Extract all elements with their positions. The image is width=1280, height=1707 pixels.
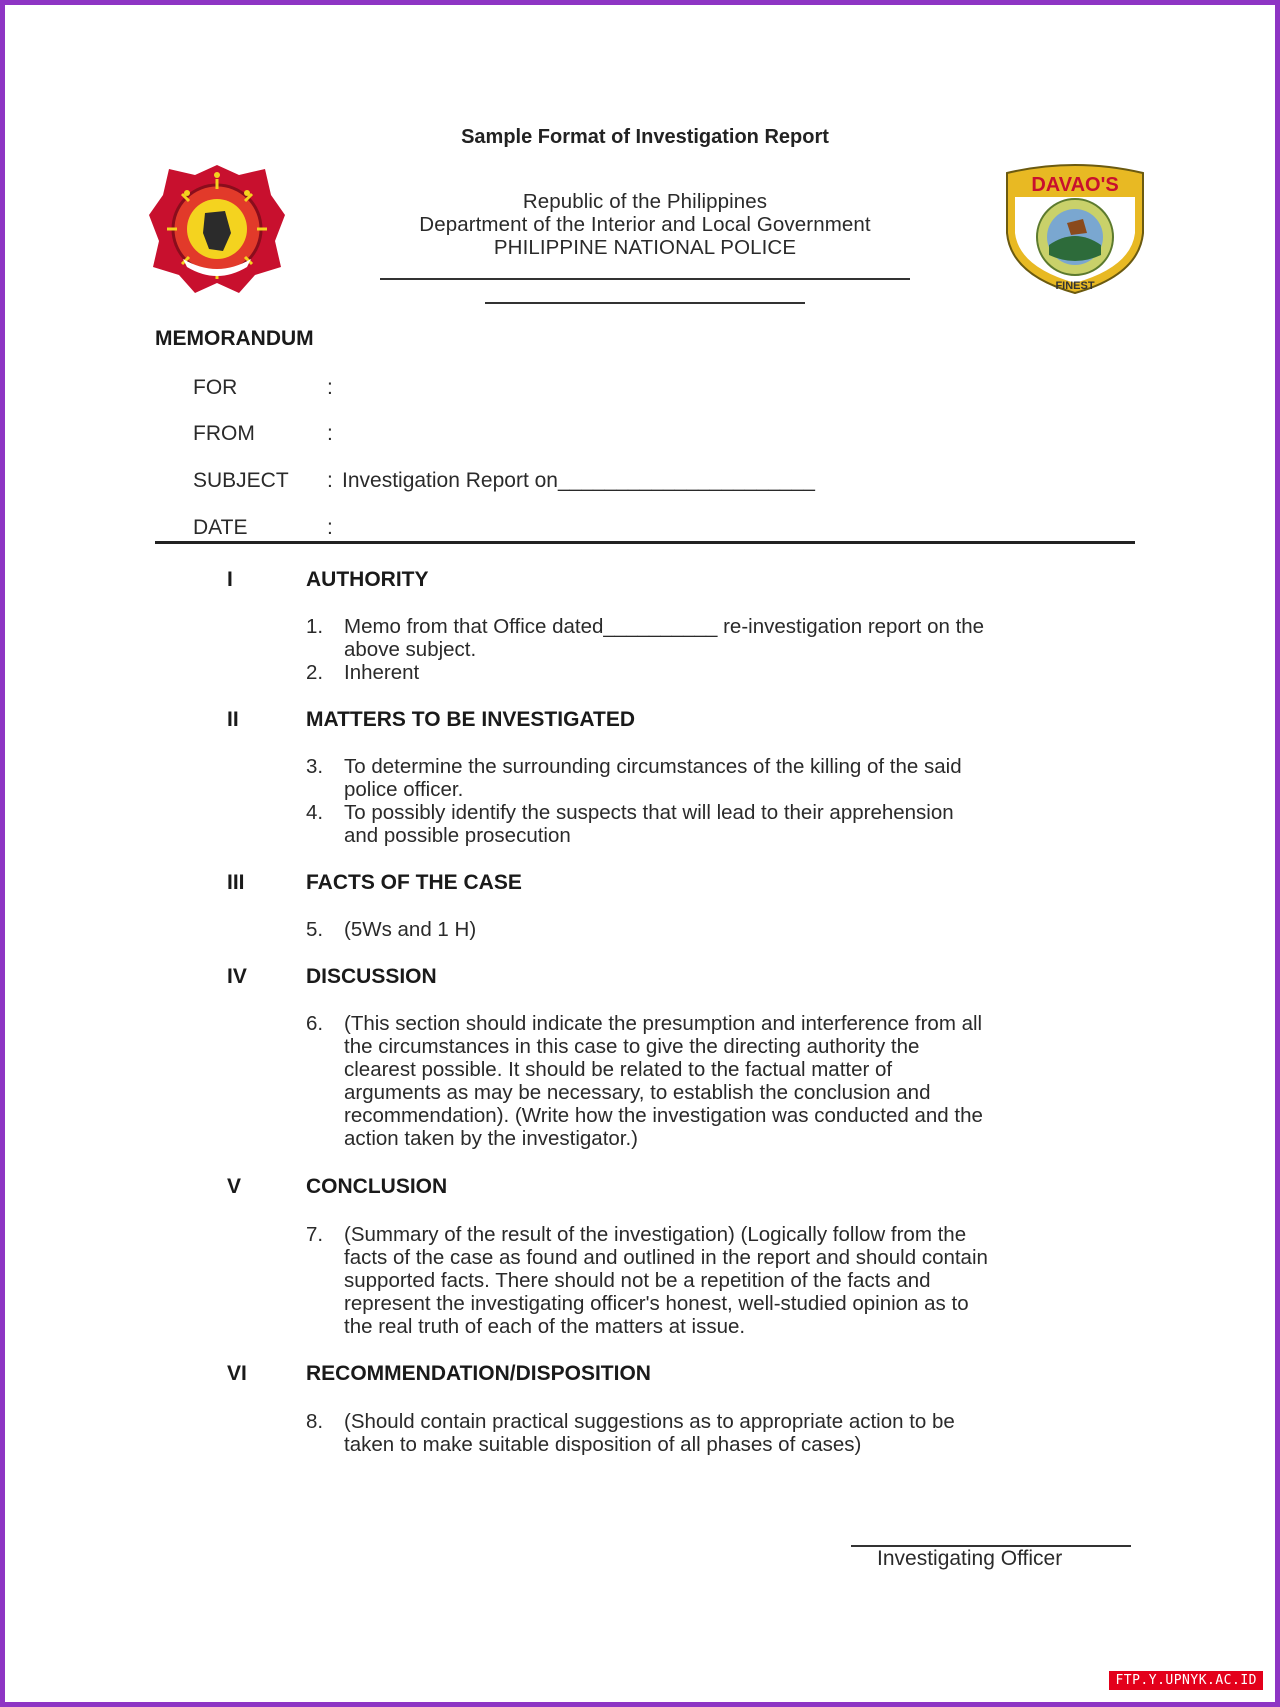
section-number: V: [227, 1175, 242, 1198]
item-number: 2.: [306, 661, 324, 684]
section-title-recommendation: RECOMMENDATION/DISPOSITION: [306, 1362, 651, 1385]
badge-bottom-text: FINEST: [1055, 280, 1095, 292]
item-number: 6.: [306, 1012, 324, 1035]
header-rule-short: [485, 302, 805, 304]
item-number: 1.: [306, 615, 324, 638]
item-number: 4.: [306, 801, 324, 824]
item-number: 5.: [306, 918, 324, 941]
item-number: 8.: [306, 1410, 324, 1433]
section-title-facts: FACTS OF THE CASE: [306, 871, 522, 894]
memo-field-date: DATE: [193, 516, 248, 539]
section-number: VI: [227, 1362, 247, 1385]
memo-colon: :: [327, 376, 333, 399]
item-text: To possibly identify the suspects that will lead to their apprehension and possible prosecution: [344, 801, 954, 847]
section-title-conclusion: CONCLUSION: [306, 1175, 448, 1198]
memo-colon: :: [327, 469, 333, 492]
item-text: To determine the surrounding circumstances of the killing of the said police officer.: [344, 755, 962, 801]
header-agency: PHILIPPINE NATIONAL POLICE: [493, 236, 797, 259]
memo-colon: :: [327, 516, 333, 539]
section-number: III: [227, 871, 245, 894]
badge-top-text: DAVAO'S: [1031, 174, 1119, 196]
signature-label: Investigating Officer: [877, 1547, 1063, 1570]
memo-subject-value: Investigation Report on______________________: [342, 469, 815, 492]
item-text: (Summary of the result of the investigation) (Logically follow from the facts of the case as found and outlined in the report and should contain supported facts. There should not be a repetition of the facts and represent the investigating officer's honest, well-studied opinion as to the real truth of each of the matters at issue.: [344, 1223, 988, 1338]
memo-colon: :: [327, 422, 333, 445]
item-number: 7.: [306, 1223, 324, 1246]
section-number: I: [227, 568, 233, 591]
item-text: (5Ws and 1 H): [344, 918, 477, 941]
item-text: (Should contain practical suggestions as to appropriate action to be taken to make suitable disposition of all phases of cases): [344, 1410, 955, 1456]
memo-field-subject: SUBJECT: [193, 469, 289, 492]
memorandum-heading: MEMORANDUM: [155, 327, 314, 350]
watermark-badge: FTP.Y.UPNYK.AC.ID: [1109, 1671, 1263, 1690]
document-title: Sample Format of Investigation Report: [461, 126, 829, 148]
header-rule-long: [380, 278, 910, 280]
section-title-matters: MATTERS TO BE INVESTIGATED: [306, 708, 636, 731]
section-title-discussion: DISCUSSION: [306, 965, 437, 988]
memo-divider: [155, 541, 1135, 544]
memo-field-for: FOR: [193, 376, 238, 399]
item-text: Memo from that Office dated__________ re-investigation report on the above subject.: [344, 615, 985, 661]
header-department: Department of the Interior and Local Government: [419, 213, 871, 236]
item-text: (This section should indicate the presumption and interference from all the circumstances in this case to give the directing authority the clearest possible. It should be related to the factual matter of arguments as may be necessary, to establish the conclusion and recommendation). (Write how the investigation was conducted and the action taken by the investigator.): [344, 1012, 983, 1150]
item-text: Inherent: [344, 661, 420, 684]
section-number: IV: [227, 965, 247, 988]
section-number: II: [227, 708, 239, 731]
section-title-authority: AUTHORITY: [306, 568, 429, 591]
header-republic: Republic of the Philippines: [522, 190, 768, 213]
item-number: 3.: [306, 755, 324, 778]
memo-field-from: FROM: [193, 422, 255, 445]
